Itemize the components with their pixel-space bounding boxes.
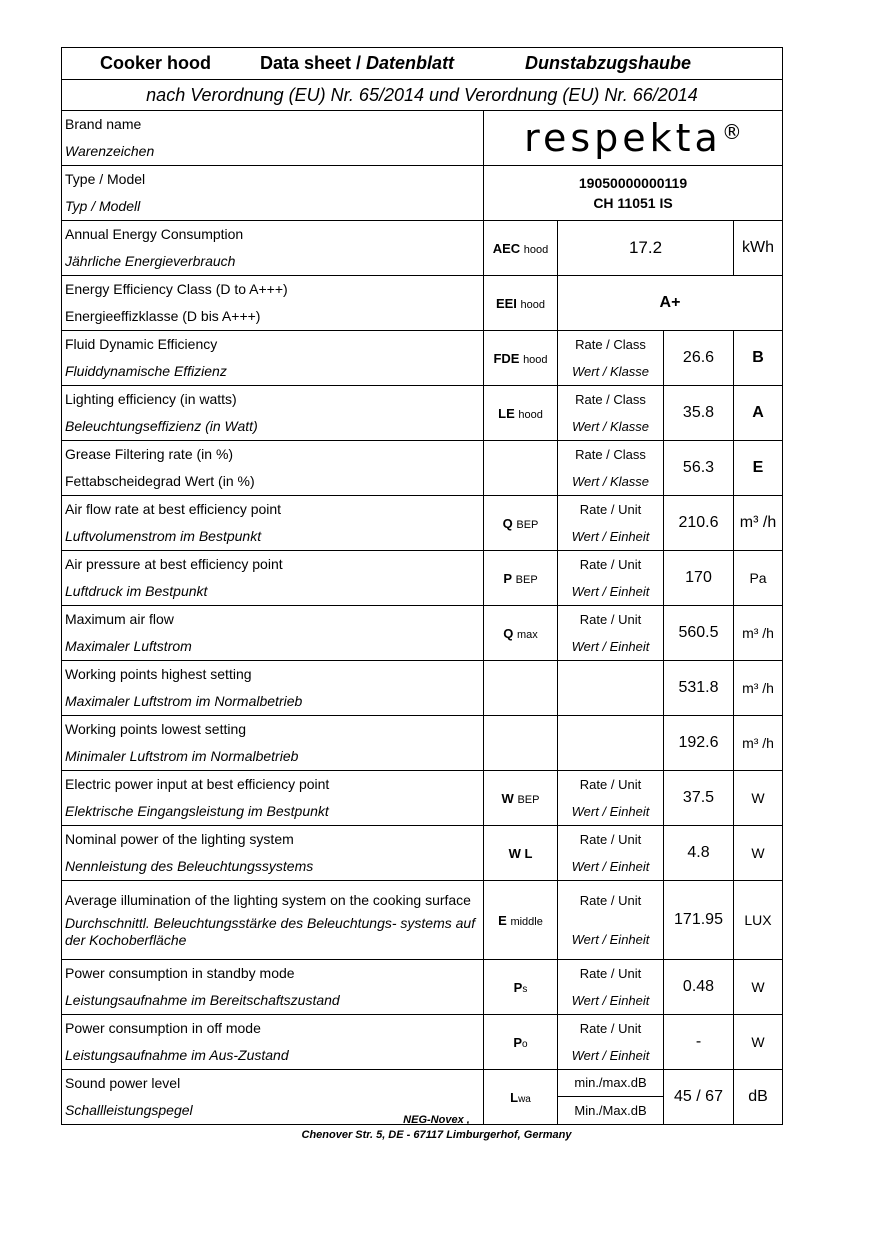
aec-value: 17.2: [558, 221, 734, 276]
eei-symbol-sub: hood: [520, 298, 546, 311]
wpl-row: [62, 716, 783, 771]
title-mid: [260, 53, 525, 74]
fde-symbol-sub: hood: [523, 353, 548, 366]
po-rate-de: Wert / Einheit: [571, 1048, 650, 1063]
fde-row: [62, 331, 783, 386]
qmax-symbol-sub: max: [516, 628, 538, 641]
gf-row: [62, 441, 783, 496]
wbep-symbol-sub: BEP: [517, 793, 540, 806]
qbep-value: 210.6: [664, 496, 734, 551]
title-mid-plain: Data sheet /: [260, 53, 367, 73]
le-label-en: Lighting efficiency (in watts): [65, 391, 237, 407]
model-code: 19050000000119: [578, 175, 688, 191]
pbep-rate-de: Wert / Einheit: [571, 584, 650, 599]
wph-label-en: Working points highest setting: [65, 666, 252, 682]
type-model-label-en: Type / Model: [65, 171, 146, 187]
le-symbol-main: LE: [498, 405, 515, 421]
pbep-label-en: Air pressure at best efficiency point: [65, 556, 283, 572]
po-symbol-sub: o: [522, 1038, 528, 1050]
footer-address: Chenover Str. 5, DE - 67117 Limburgerhof, Germany: [301, 1129, 572, 1141]
gf-rate-de: Wert / Klasse: [571, 474, 650, 489]
eei-value: A+: [558, 276, 783, 331]
sound-symbol-sub: wa: [518, 1093, 531, 1105]
wph-row: [62, 661, 783, 716]
fde-unit: B: [734, 331, 783, 386]
aec-symbol-main: AEC: [492, 240, 521, 256]
le-rate-de: Wert / Klasse: [571, 419, 650, 434]
fde-rate-de: Wert / Klasse: [571, 364, 650, 379]
pbep-symbol: [484, 551, 558, 606]
wbep-label-de: Elektrische Eingangsleistung im Bestpunkt: [65, 803, 329, 819]
pbep-symbol-main: P: [503, 570, 513, 586]
footer-company: NEG-Novex ,: [403, 1114, 470, 1126]
illumination-symbol-main: E: [498, 912, 507, 928]
wbep-row: [62, 771, 783, 826]
le-rate-en: Rate / Class: [575, 392, 646, 407]
gf-label-en: Grease Filtering rate (in %): [65, 446, 234, 462]
le-unit: A: [734, 386, 783, 441]
type-model-row: [62, 166, 783, 221]
wpl-symbol: [484, 716, 558, 771]
ps-unit: W: [734, 960, 783, 1015]
qbep-symbol-main: Q: [502, 515, 513, 531]
illumination-value: 171.95: [664, 881, 734, 960]
pbep-rate-en: Rate / Unit: [579, 557, 642, 572]
wl-label-de: Nennleistung des Beleuchtungssystems: [65, 858, 314, 874]
qmax-label-en: Maximum air flow: [65, 611, 174, 627]
wph-symbol: [484, 661, 558, 716]
le-symbol: [484, 386, 558, 441]
brand-logo-text: respekta: [524, 116, 722, 160]
aec-unit: kWh: [734, 221, 783, 276]
fde-symbol-main: FDE: [493, 350, 520, 366]
gf-value: 56.3: [664, 441, 734, 496]
wbep-unit: W: [734, 771, 783, 826]
ps-row: [62, 960, 783, 1015]
wpl-value: 192.6: [664, 716, 734, 771]
po-row: [62, 1015, 783, 1070]
data-sheet-table: [61, 47, 783, 1125]
wbep-value: 37.5: [664, 771, 734, 826]
gf-symbol: [484, 441, 558, 496]
gf-unit: E: [734, 441, 783, 496]
wph-unit: m³ /h: [734, 661, 783, 716]
wl-row: [62, 826, 783, 881]
wpl-label-de: Minimaler Luftstrom im Normalbetrieb: [65, 748, 299, 764]
le-value: 35.8: [664, 386, 734, 441]
po-symbol: [484, 1015, 558, 1070]
wbep-rate-en: Rate / Unit: [579, 777, 642, 792]
gf-label-de: Fettabscheidegrad Wert (in %): [65, 473, 255, 489]
wbep-label-en: Electric power input at best efficiency point: [65, 776, 330, 792]
ps-rate-de: Wert / Einheit: [571, 993, 650, 1008]
pbep-symbol-sub: BEP: [515, 573, 538, 586]
qmax-label-de: Maximaler Luftstrom: [65, 638, 192, 654]
aec-symbol: [484, 221, 558, 276]
wl-symbol-main: W L: [508, 845, 533, 861]
ps-label-en: Power consumption in standby mode: [65, 965, 295, 981]
gf-rate-en: Rate / Class: [575, 447, 646, 462]
brand-label-de: Warenzeichen: [65, 143, 155, 159]
le-label-de: Beleuchtungseffizienz (in Watt): [65, 418, 258, 434]
wpl-label-en: Working points lowest setting: [65, 721, 247, 737]
ps-symbol-main: P: [513, 979, 523, 995]
ps-rate-en: Rate / Unit: [579, 966, 642, 981]
po-label-en: Power consumption in off mode: [65, 1020, 261, 1036]
wph-label-de: Maximaler Luftstrom im Normalbetrieb: [65, 693, 303, 709]
model-name: CH 11051 IS: [593, 195, 673, 211]
sound-label-en: Sound power level: [65, 1075, 181, 1091]
po-rate-en: Rate / Unit: [579, 1021, 642, 1036]
illumination-label-en: Average illumination of the lighting system on the cooking surface: [65, 891, 471, 908]
illumination-row: [62, 881, 783, 960]
qmax-value: 560.5: [664, 606, 734, 661]
illumination-label-de: Durchschnittl. Beleuchtungsstärke des Beleuchtungs- systems auf der Kochoberfläche: [65, 914, 476, 948]
wl-symbol: [484, 826, 558, 881]
eei-label-en: Energy Efficiency Class (D to A+++): [65, 281, 288, 297]
illumination-rate-en: Rate / Unit: [579, 893, 642, 908]
wl-label-en: Nominal power of the lighting system: [65, 831, 294, 847]
title-de: Dunstabzugshaube: [525, 53, 692, 73]
ps-value: 0.48: [664, 960, 734, 1015]
sound-rate-en: min./max.dB: [558, 1070, 663, 1097]
wl-unit: W: [734, 826, 783, 881]
registered-mark: ®: [721, 120, 742, 144]
pbep-unit: Pa: [734, 551, 783, 606]
sound-label-de: Schallleistungspegel: [65, 1102, 193, 1118]
po-label-de: Leistungsaufnahme im Aus-Zustand: [65, 1047, 289, 1063]
qmax-row: [62, 606, 783, 661]
ps-symbol: [484, 960, 558, 1015]
sound-rate-de: Min./Max.dB: [574, 1103, 647, 1118]
illumination-unit: LUX: [734, 881, 783, 960]
pbep-label-de: Luftdruck im Bestpunkt: [65, 583, 208, 599]
qbep-symbol: [484, 496, 558, 551]
aec-symbol-sub: hood: [523, 243, 549, 256]
wl-value: 4.8: [664, 826, 734, 881]
qmax-symbol: [484, 606, 558, 661]
le-symbol-sub: hood: [518, 408, 543, 421]
eei-label-de: Energieeffizklasse (D bis A+++): [65, 308, 261, 324]
fde-rate-en: Rate / Class: [575, 337, 646, 352]
po-value: -: [664, 1015, 734, 1070]
illumination-symbol-sub: middle: [510, 915, 543, 928]
fde-symbol: [484, 331, 558, 386]
qbep-unit: m³ /h: [734, 496, 783, 551]
po-unit: W: [734, 1015, 783, 1070]
data-sheet: [61, 47, 782, 1125]
aec-label-en: Annual Energy Consumption: [65, 226, 244, 242]
pbep-value: 170: [664, 551, 734, 606]
wph-value: 531.8: [664, 661, 734, 716]
wl-rate-de: Wert / Einheit: [571, 859, 650, 874]
qmax-rate-en: Rate / Unit: [579, 612, 642, 627]
illumination-symbol: [484, 881, 558, 960]
sound-unit: dB: [734, 1070, 783, 1125]
wl-rate-en: Rate / Unit: [579, 832, 642, 847]
ps-symbol-sub: s: [522, 983, 528, 995]
fde-value: 26.6: [664, 331, 734, 386]
qbep-rate-de: Wert / Einheit: [571, 529, 650, 544]
brand-row: [62, 111, 783, 166]
title-mid-italic: Datenblatt: [366, 53, 455, 73]
brand-label-en: Brand name: [65, 116, 142, 132]
qmax-unit: m³ /h: [734, 606, 783, 661]
fde-label-de: Fluiddynamische Effizienz: [65, 363, 227, 379]
header-row: [62, 48, 783, 80]
eei-symbol: [484, 276, 558, 331]
aec-label-de: Jährliche Energieverbrauch: [65, 253, 236, 269]
eei-symbol-main: EEI: [495, 295, 517, 311]
wpl-unit: m³ /h: [734, 716, 783, 771]
type-model-label-de: Typ / Modell: [65, 198, 141, 214]
po-symbol-main: P: [513, 1034, 523, 1050]
brand-logo: [484, 111, 783, 166]
qbep-symbol-sub: BEP: [516, 518, 539, 531]
regulation-text: nach Verordnung (EU) Nr. 65/2014 und Verordnung (EU) Nr. 66/2014: [62, 80, 783, 111]
qmax-symbol-main: Q: [503, 625, 514, 641]
footer: [0, 1113, 873, 1143]
wbep-symbol: [484, 771, 558, 826]
regulation-row: [62, 80, 783, 111]
wbep-rate-de: Wert / Einheit: [571, 804, 650, 819]
sound-value: 45 / 67: [664, 1070, 734, 1125]
wbep-symbol-main: W: [501, 790, 514, 806]
pbep-row: [62, 551, 783, 606]
eei-row: [62, 276, 783, 331]
sound-symbol-main: L: [510, 1089, 519, 1105]
qmax-rate-de: Wert / Einheit: [571, 639, 650, 654]
aec-row: [62, 221, 783, 276]
qbep-row: [62, 496, 783, 551]
qbep-label-en: Air flow rate at best efficiency point: [65, 501, 282, 517]
qbep-rate-en: Rate / Unit: [579, 502, 642, 517]
ps-label-de: Leistungsaufnahme im Bereitschaftszustand: [65, 992, 340, 1008]
fde-label-en: Fluid Dynamic Efficiency: [65, 336, 218, 352]
illumination-rate-de: Wert / Einheit: [571, 932, 650, 947]
qbep-label-de: Luftvolumenstrom im Bestpunkt: [65, 528, 262, 544]
title-en: Cooker hood: [100, 53, 211, 73]
le-row: [62, 386, 783, 441]
